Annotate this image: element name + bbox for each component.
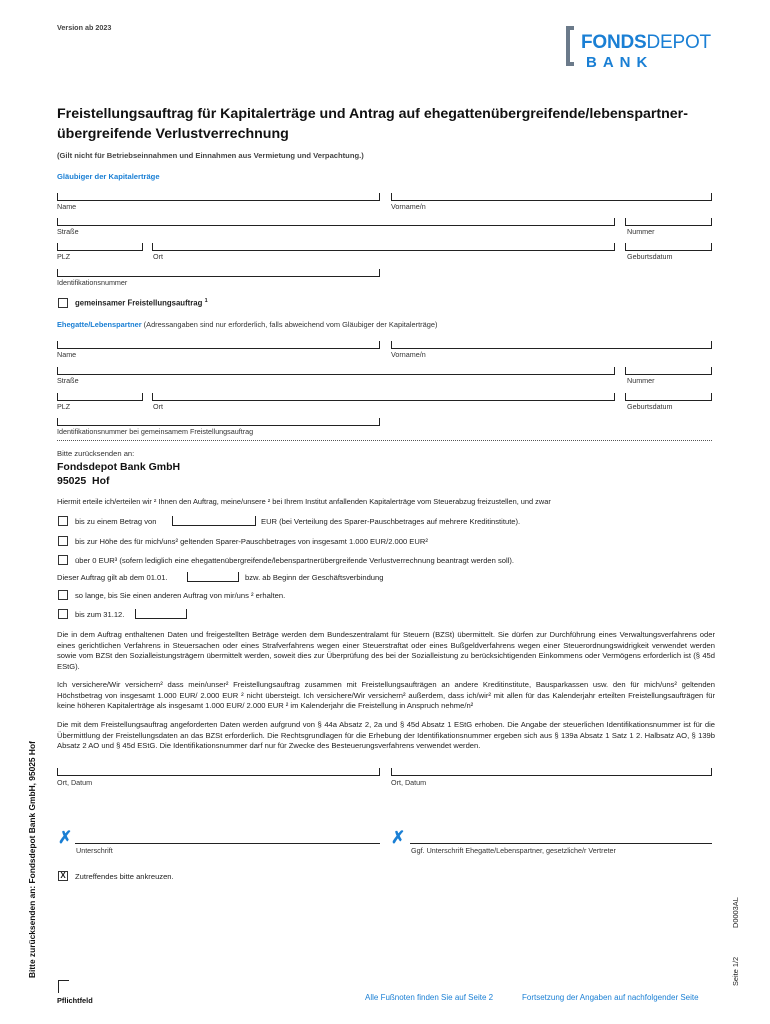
creditor-name-label: Name — [57, 202, 77, 211]
creditor-vorname-field[interactable] — [391, 188, 712, 201]
signature-field-1[interactable] — [75, 843, 380, 844]
logo-text-line1 — [581, 32, 711, 54]
return-intro: Bitte zurücksenden an: — [57, 449, 135, 458]
signature-field-2[interactable] — [410, 843, 712, 844]
creditor-strasse-label: Straße — [57, 227, 79, 236]
assurance-paragraph: Ich versichere/Wir versichern² dass mein/unser² Freistellungsauftrag zusammen mit Freistellungsaufträgen an andere Kreditinstitute, Bausparkassen usw. den für mich/uns² geltenden Höchstbetrag von insgesamt 1.000 EUR/ 2.000 EUR ² nicht übersteigt. Ich versichere/Wir versichern² außerdem, dass ich/wir² mit allen für das Kalenderjahr erteilten Freistellungsaufträgen für keine höheren Kapitalerträge als insgesamt 1.000 EUR/ 2.000 EUR ² im Kalenderjahr die Freistellung in Anspruch nehme/n² — [57, 680, 715, 711]
option-until-revoked-text: so lange, bis Sie einen anderen Auftrag von mir/uns ² erhalten. — [75, 591, 286, 600]
return-company: Fondsdepot Bank GmbH — [57, 461, 181, 473]
cut-line — [57, 440, 712, 441]
spouse-heading-line — [57, 320, 437, 329]
spouse-strasse-label: Straße — [57, 376, 79, 385]
spouse-geburtsdatum-label: Geburtsdatum — [627, 402, 673, 411]
joint-order-checkbox[interactable] — [58, 298, 68, 308]
data-transfer-paragraph: Die in dem Auftrag enthaltenen Daten und freigestellten Beträge werden dem Bundeszentralamt für Steuern (BZSt) übermittelt. Sie dürfen zur Durchführung eines Verwaltungsverfahrens oder eines gerichtlichen Verfahrens in Steuersachen oder eines Strafverfahrens wegen einer Steuerstraftat oder eines Bußgeldverfahrens wegen einer Steuerordnungswidrigkeit verwendet werden sowie vom BZSt den Sozialleistungsträgern übermittelt werden, soweit dies zur Überprüfung des bei der Sozialleistung zu berücksichtigenden Einkommens oder Vermögens erforderlich ist (§ 45d EStG). — [57, 630, 715, 671]
place-date-field-2[interactable] — [391, 763, 712, 776]
spouse-name-label: Name — [57, 350, 77, 359]
valid-from-text-a: Dieser Auftrag gilt ab dem 01.01. — [57, 573, 168, 582]
signature-label-1: Unterschrift — [76, 846, 113, 855]
creditor-ort-label: Ort — [153, 252, 163, 261]
logo-bank: BANK — [586, 54, 654, 71]
creditor-vorname-label: Vorname/n — [391, 202, 426, 211]
spouse-nummer-label: Nummer — [627, 376, 655, 385]
version-label: Version ab 2023 — [57, 23, 112, 32]
tick-note: Zutreffendes bitte ankreuzen. — [75, 872, 174, 881]
mandatory-field-marker — [58, 980, 69, 993]
option-amount-text-b: EUR (bei Verteilung des Sparer-Pauschbetrages auf mehrere Kreditinstitute). — [261, 517, 521, 526]
option-until-revoked-checkbox[interactable] — [58, 590, 68, 600]
signature-label-2: Ggf. Unterschrift Ehegatte/Lebenspartner, gesetzliche/r Vertreter — [411, 846, 616, 855]
option-full-text: bis zur Höhe des für mich/uns² geltenden Sparer-Pauschbetrages von insgesamt 1.000 EUR/2.000 EUR² — [75, 537, 428, 546]
spouse-heading-note: (Adressangaben sind nur erforderlich, falls abweichend vom Gläubiger der Kapitalerträge) — [143, 320, 438, 329]
option-amount-text-a: bis zu einem Betrag von — [75, 517, 157, 526]
option-zero-checkbox[interactable] — [58, 555, 68, 565]
spouse-idnr-label: Identifikationsnummer bei gemeinsamem Freistellungsauftrag — [57, 427, 254, 436]
creditor-idnr-label: Identifikationsnummer — [57, 278, 128, 287]
valid-from-text-b: bzw. ab Beginn der Geschäftsverbindung — [245, 573, 384, 582]
creditor-name-field[interactable] — [57, 188, 380, 201]
option-full-checkbox[interactable] — [58, 536, 68, 546]
continuation-note: Fortsetzung der Angaben auf nachfolgender Seite — [522, 993, 699, 1002]
spouse-ort-field[interactable] — [152, 388, 615, 401]
joint-order-label — [75, 298, 208, 308]
order-intro: Hiermit erteile ich/erteilen wir ² Ihnen den Auftrag, meine/unsere ² bei Ihrem Institut anfallenden Kapitalerträge vom Steuerabzug freizustellen, und zwar — [57, 497, 551, 506]
spouse-strasse-field[interactable] — [57, 362, 615, 375]
creditor-strasse-field[interactable] — [57, 213, 615, 226]
place-date-label-1: Ort, Datum — [57, 778, 93, 787]
creditor-idnr-field[interactable] — [57, 264, 380, 277]
title-line1: Freistellungsauftrag für Kapitalerträge und Antrag auf ehegattenübergreifende/lebenspartner- — [57, 106, 688, 122]
title-line2: übergreifende Verlustverrechnung — [57, 126, 289, 142]
option-until-date-text: bis zum 31.12. — [75, 610, 125, 619]
valid-from-year-input[interactable] — [187, 572, 239, 582]
option-until-date-checkbox[interactable] — [58, 609, 68, 619]
spouse-vorname-field[interactable] — [391, 336, 712, 349]
spouse-name-field[interactable] — [57, 336, 380, 349]
footnotes-link[interactable]: Alle Fußnoten finden Sie auf Seite 2 — [365, 993, 494, 1002]
creditor-geburtsdatum-label: Geburtsdatum — [627, 252, 673, 261]
return-city: 95025 Hof — [57, 475, 110, 487]
spouse-nummer-field[interactable] — [625, 362, 712, 375]
spouse-heading: Ehegatte/Lebenspartner — [57, 320, 142, 329]
title-note: (Gilt nicht für Betriebseinnahmen und Einnahmen aus Vermietung und Verpachtung.) — [57, 151, 364, 160]
logo-depot: DEPOT — [646, 32, 711, 53]
signature-mark-2-icon: ✗ — [391, 828, 406, 847]
fondsdepot-logo — [566, 24, 711, 74]
creditor-nummer-field[interactable] — [625, 213, 712, 226]
logo-bracket-left — [566, 26, 574, 66]
joint-order-text: gemeinsamer Freistellungsauftrag — [75, 298, 203, 308]
creditor-geburtsdatum-field[interactable] — [625, 238, 712, 251]
spouse-vorname-label: Vorname/n — [391, 350, 426, 359]
place-date-label-2: Ort, Datum — [391, 778, 427, 787]
creditor-ort-field[interactable] — [152, 238, 615, 251]
legal-basis-paragraph: Die mit dem Freistellungsauftrag angeforderten Daten werden aufgrund von § 44a Absatz 2, 2a und § 45d Absatz 1 EStG erhoben. Die Angabe der steuerlichen Identifikationsnummer ist für die Übermittlung der Freistellungsdaten an das BZSt erforderlich. Die Rechtsgrundlagen für die Erhebung der Identifikationsnummer ergeben sich aus § 139a Absatz 1 Satz 1 2. Halbsatz AO, § 139b Absatz 2 AO und § 45d EStG. Die Identifikationsnummer darf nur für Zwecke des Besteuerungsverfahrens verwendet werden. — [57, 720, 715, 751]
spouse-geburtsdatum-field[interactable] — [625, 388, 712, 401]
spouse-ort-label: Ort — [153, 402, 163, 411]
creditor-plz-field[interactable] — [57, 238, 143, 251]
creditor-plz-label: PLZ — [57, 252, 71, 261]
mandatory-field-label: Pflichtfeld — [57, 996, 93, 1005]
tick-example-icon: X — [58, 871, 68, 881]
spouse-plz-field[interactable] — [57, 388, 143, 401]
spouse-idnr-field[interactable] — [57, 413, 380, 426]
creditor-nummer-label: Nummer — [627, 227, 655, 236]
spouse-plz-label: PLZ — [57, 402, 71, 411]
page-number: Seite 1/2 — [731, 956, 740, 986]
joint-order-footnote: 1 — [204, 298, 208, 304]
option-until-year-input[interactable] — [135, 609, 187, 619]
form-code: D0003AL — [731, 897, 740, 928]
option-amount-checkbox[interactable] — [58, 516, 68, 526]
option-zero-text: über 0 EUR³ (sofern lediglich eine ehegattenübergreifende/lebenspartnerübergreifende Verlustverrechnung beantragt werden soll). — [75, 556, 515, 565]
creditor-heading: Gläubiger der Kapitalerträge — [57, 172, 160, 181]
logo-fonds: FONDS — [581, 32, 647, 53]
place-date-field-1[interactable] — [57, 763, 380, 776]
signature-mark-1-icon: ✗ — [58, 828, 73, 847]
option-amount-input[interactable] — [172, 516, 256, 526]
side-return-address: Bitte zurücksenden an: Fondsdepot Bank GmbH, 95025 Hof — [27, 741, 37, 978]
